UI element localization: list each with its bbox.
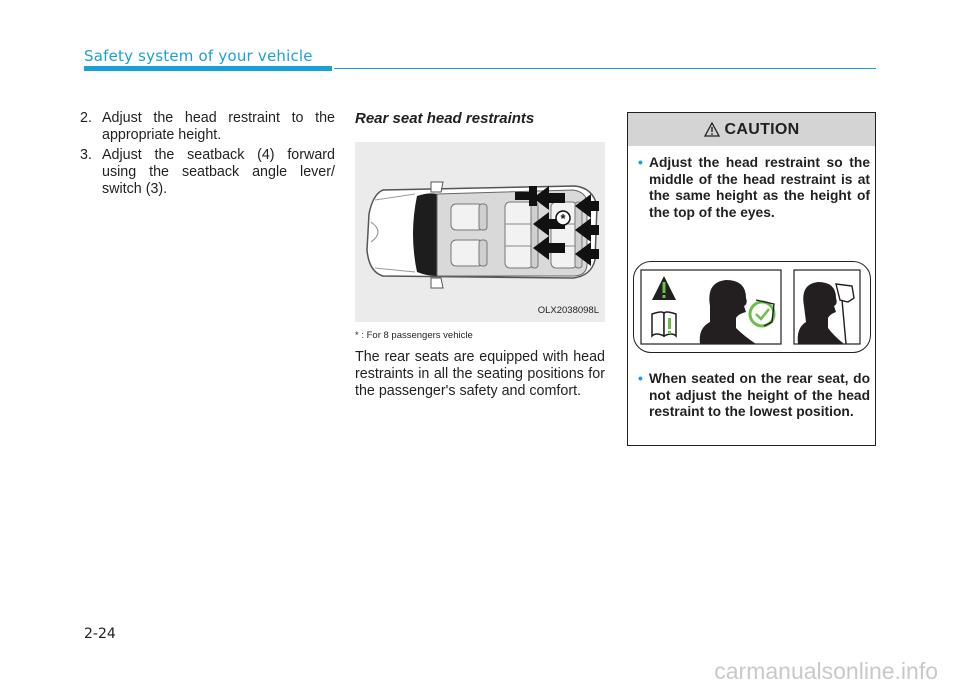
section-title: Safety system of your vehicle [84,47,313,65]
bullet-dot: • [638,371,643,386]
section-heading: Rear seat head restraints [355,110,535,127]
bullet-dot: • [638,155,643,170]
body-paragraph: The rear seats are equipped with head restraints in all the seating positions for the passenger's safety and comfort. [355,349,605,399]
vehicle-top-view-illustration [355,142,605,322]
manual-book-icon [652,312,676,336]
step-number: 2. [80,110,92,126]
svg-text:*: * [560,211,566,226]
caution-bullet [638,371,870,421]
step-number: 3. [80,147,92,163]
middle-column [355,110,605,399]
watermark: carmanualsonline.info [714,658,938,684]
caution-box [627,112,876,446]
step-text: Adjust the seatback (4) forward using the seatback angle lever/ switch (3). [102,147,335,197]
caution-bullet-text: Adjust the head restraint so the middle of the head restraint is at the same height as the height of the top of the eyes. [649,155,870,220]
warning-triangle-icon [704,122,720,137]
caution-title: CAUTION [724,120,800,138]
asterisk-icon [556,211,570,226]
step-item [80,110,335,144]
step-item [80,147,335,198]
caution-bullet [638,155,870,221]
vehicle-figure [355,142,605,322]
page-number: 2-24 [84,626,116,642]
figure-code: OLX2038098L [537,305,599,316]
arrow-left-icon [575,194,599,266]
header-rule-thick [84,66,332,71]
head-restraint-illustration [633,261,871,353]
caution-bullet-text: When seated on the rear seat, do not adjust the height of the head restraint to the lowest position. [649,371,870,419]
caution-header [628,113,875,146]
figure-footnote: * : For 8 passengers vehicle [355,330,473,341]
left-column [80,110,335,201]
step-text: Adjust the head restraint to the appropriate height. [102,110,335,143]
header-rule-thin [334,68,876,69]
